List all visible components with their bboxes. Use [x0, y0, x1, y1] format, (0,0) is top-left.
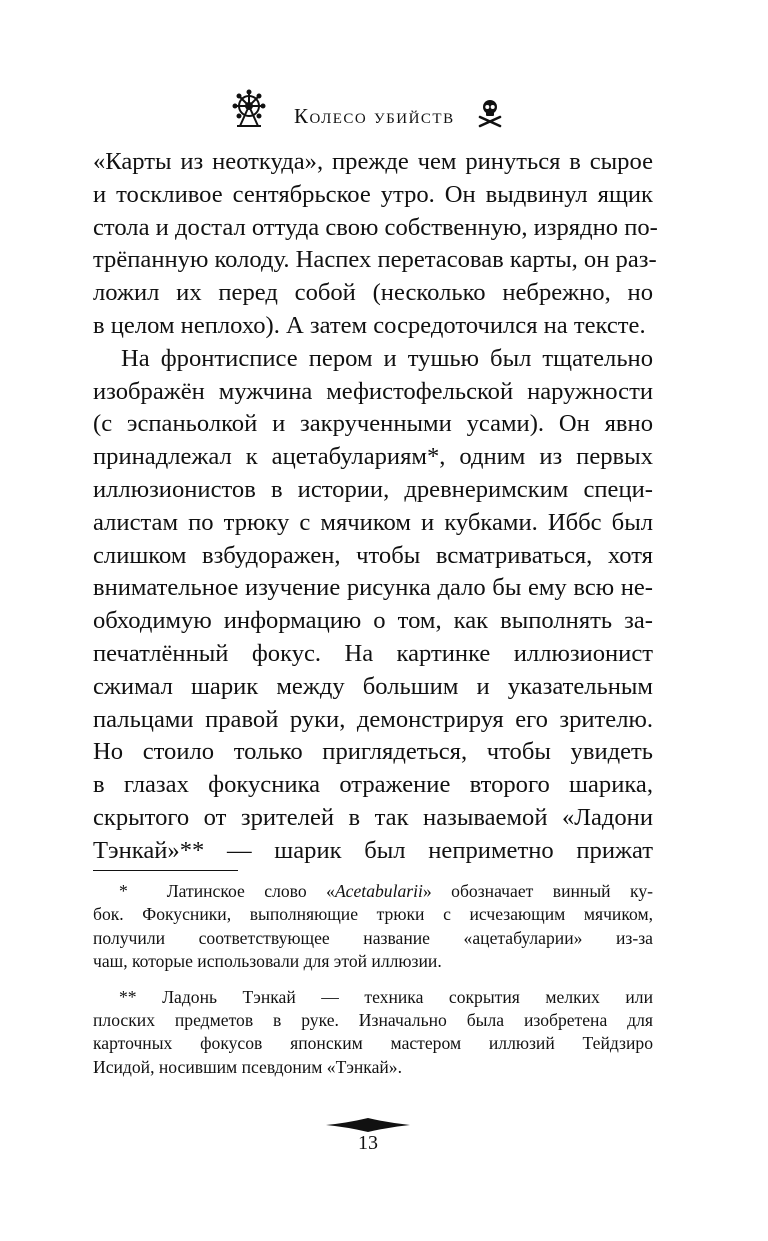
footnote-2: [93, 986, 653, 1080]
text-line: пальцами правой руки, демонстрируя его зрителю.: [93, 705, 653, 733]
footnote-marker: *: [119, 881, 128, 901]
footnote-line: ** Ладонь Тэнкай — техника сокрытия мелких или: [119, 986, 653, 1007]
text-line: «Карты из неоткуда», прежде чем ринуться в сырое: [93, 148, 653, 175]
footnotes: [93, 880, 653, 1079]
footnote-line: бок. Фокусники, выполняющие трюки с исчезающим мячиком,: [93, 904, 653, 925]
latin-term: Acetabularii: [334, 881, 423, 901]
text-line: (с эспаньолкой и закрученными усами). Он явно: [93, 410, 653, 438]
text-line: стола и достал оттуда свою собственную, изрядно по-: [93, 213, 658, 241]
text-line: слишком взбудоражен, чтобы всматриваться, хотя: [93, 541, 653, 569]
footnote-line: карточных фокусов японским мастером иллюзий Тейдзиро: [93, 1033, 653, 1054]
text-line: скрытого от зрителей в так называемой «Ладони: [93, 803, 653, 831]
text-line: иллюзионистов в истории, древнеримским специ-: [93, 475, 653, 503]
running-header: [0, 88, 768, 138]
text-line: трёпанную колоду. Наспех перетасовав карты, он раз-: [93, 246, 657, 274]
text-line: и тоскливое сентябрьское утро. Он выдвинул ящик: [93, 180, 653, 208]
running-title: Колесо убийств: [294, 104, 455, 128]
footnote-line: получили соответствующее название «ацетабуларии» из-за: [93, 927, 653, 948]
footnote-marker: **: [119, 986, 137, 1007]
footnote-line: * Латинское слово «Acetabularii» обозначает винный ку-: [119, 881, 654, 901]
diamond-ornament-icon: [326, 1118, 410, 1132]
text-line: внимательное изучение рисунка дало бы ему всю не-: [93, 574, 653, 602]
text-line: в целом неплохо). А затем сосредоточился на тексте.: [93, 311, 646, 339]
text-line: алистам по трюку с мячиком и кубками. Иббс был: [93, 508, 653, 536]
text-line: сжимал шарик между большим и указательным: [93, 672, 653, 700]
footnote-line: Исидой, носившим псевдоним «Тэнкай».: [93, 1056, 403, 1077]
text-line: обходимую информацию о том, как выполнять за-: [93, 607, 653, 635]
text-line: в глазах фокусника отражение второго шарика,: [93, 771, 653, 799]
ferris-wheel-icon: [226, 88, 272, 132]
text-line: Тэнкай»** — шарик был неприметно прижат: [93, 836, 653, 864]
text-line: ложил их перед собой (несколько небрежно, но: [93, 279, 653, 307]
text-line: печатлённый фокус. На картинке иллюзионист: [93, 639, 653, 667]
footnote-1: [93, 880, 653, 974]
text-line: принадлежал к ацетабулариям*, одним из первых: [93, 443, 653, 471]
text-line: изображён мужчина мефистофельской наружности: [93, 377, 653, 405]
skull-crossbones-icon: [475, 98, 505, 128]
footnote-line: чаш, которые использовали для этой иллюзии.: [93, 951, 442, 972]
page-number: 13: [358, 1132, 378, 1154]
main-text: [93, 146, 658, 868]
text-line: На фронтисписе пером и тушью был тщательно: [121, 344, 653, 372]
footnote-divider: [93, 870, 238, 871]
text-line: Но стоило только приглядеться, чтобы увидеть: [93, 738, 653, 766]
footnote-line: плоских предметов в руке. Изначально была изобретена для: [93, 1009, 653, 1030]
